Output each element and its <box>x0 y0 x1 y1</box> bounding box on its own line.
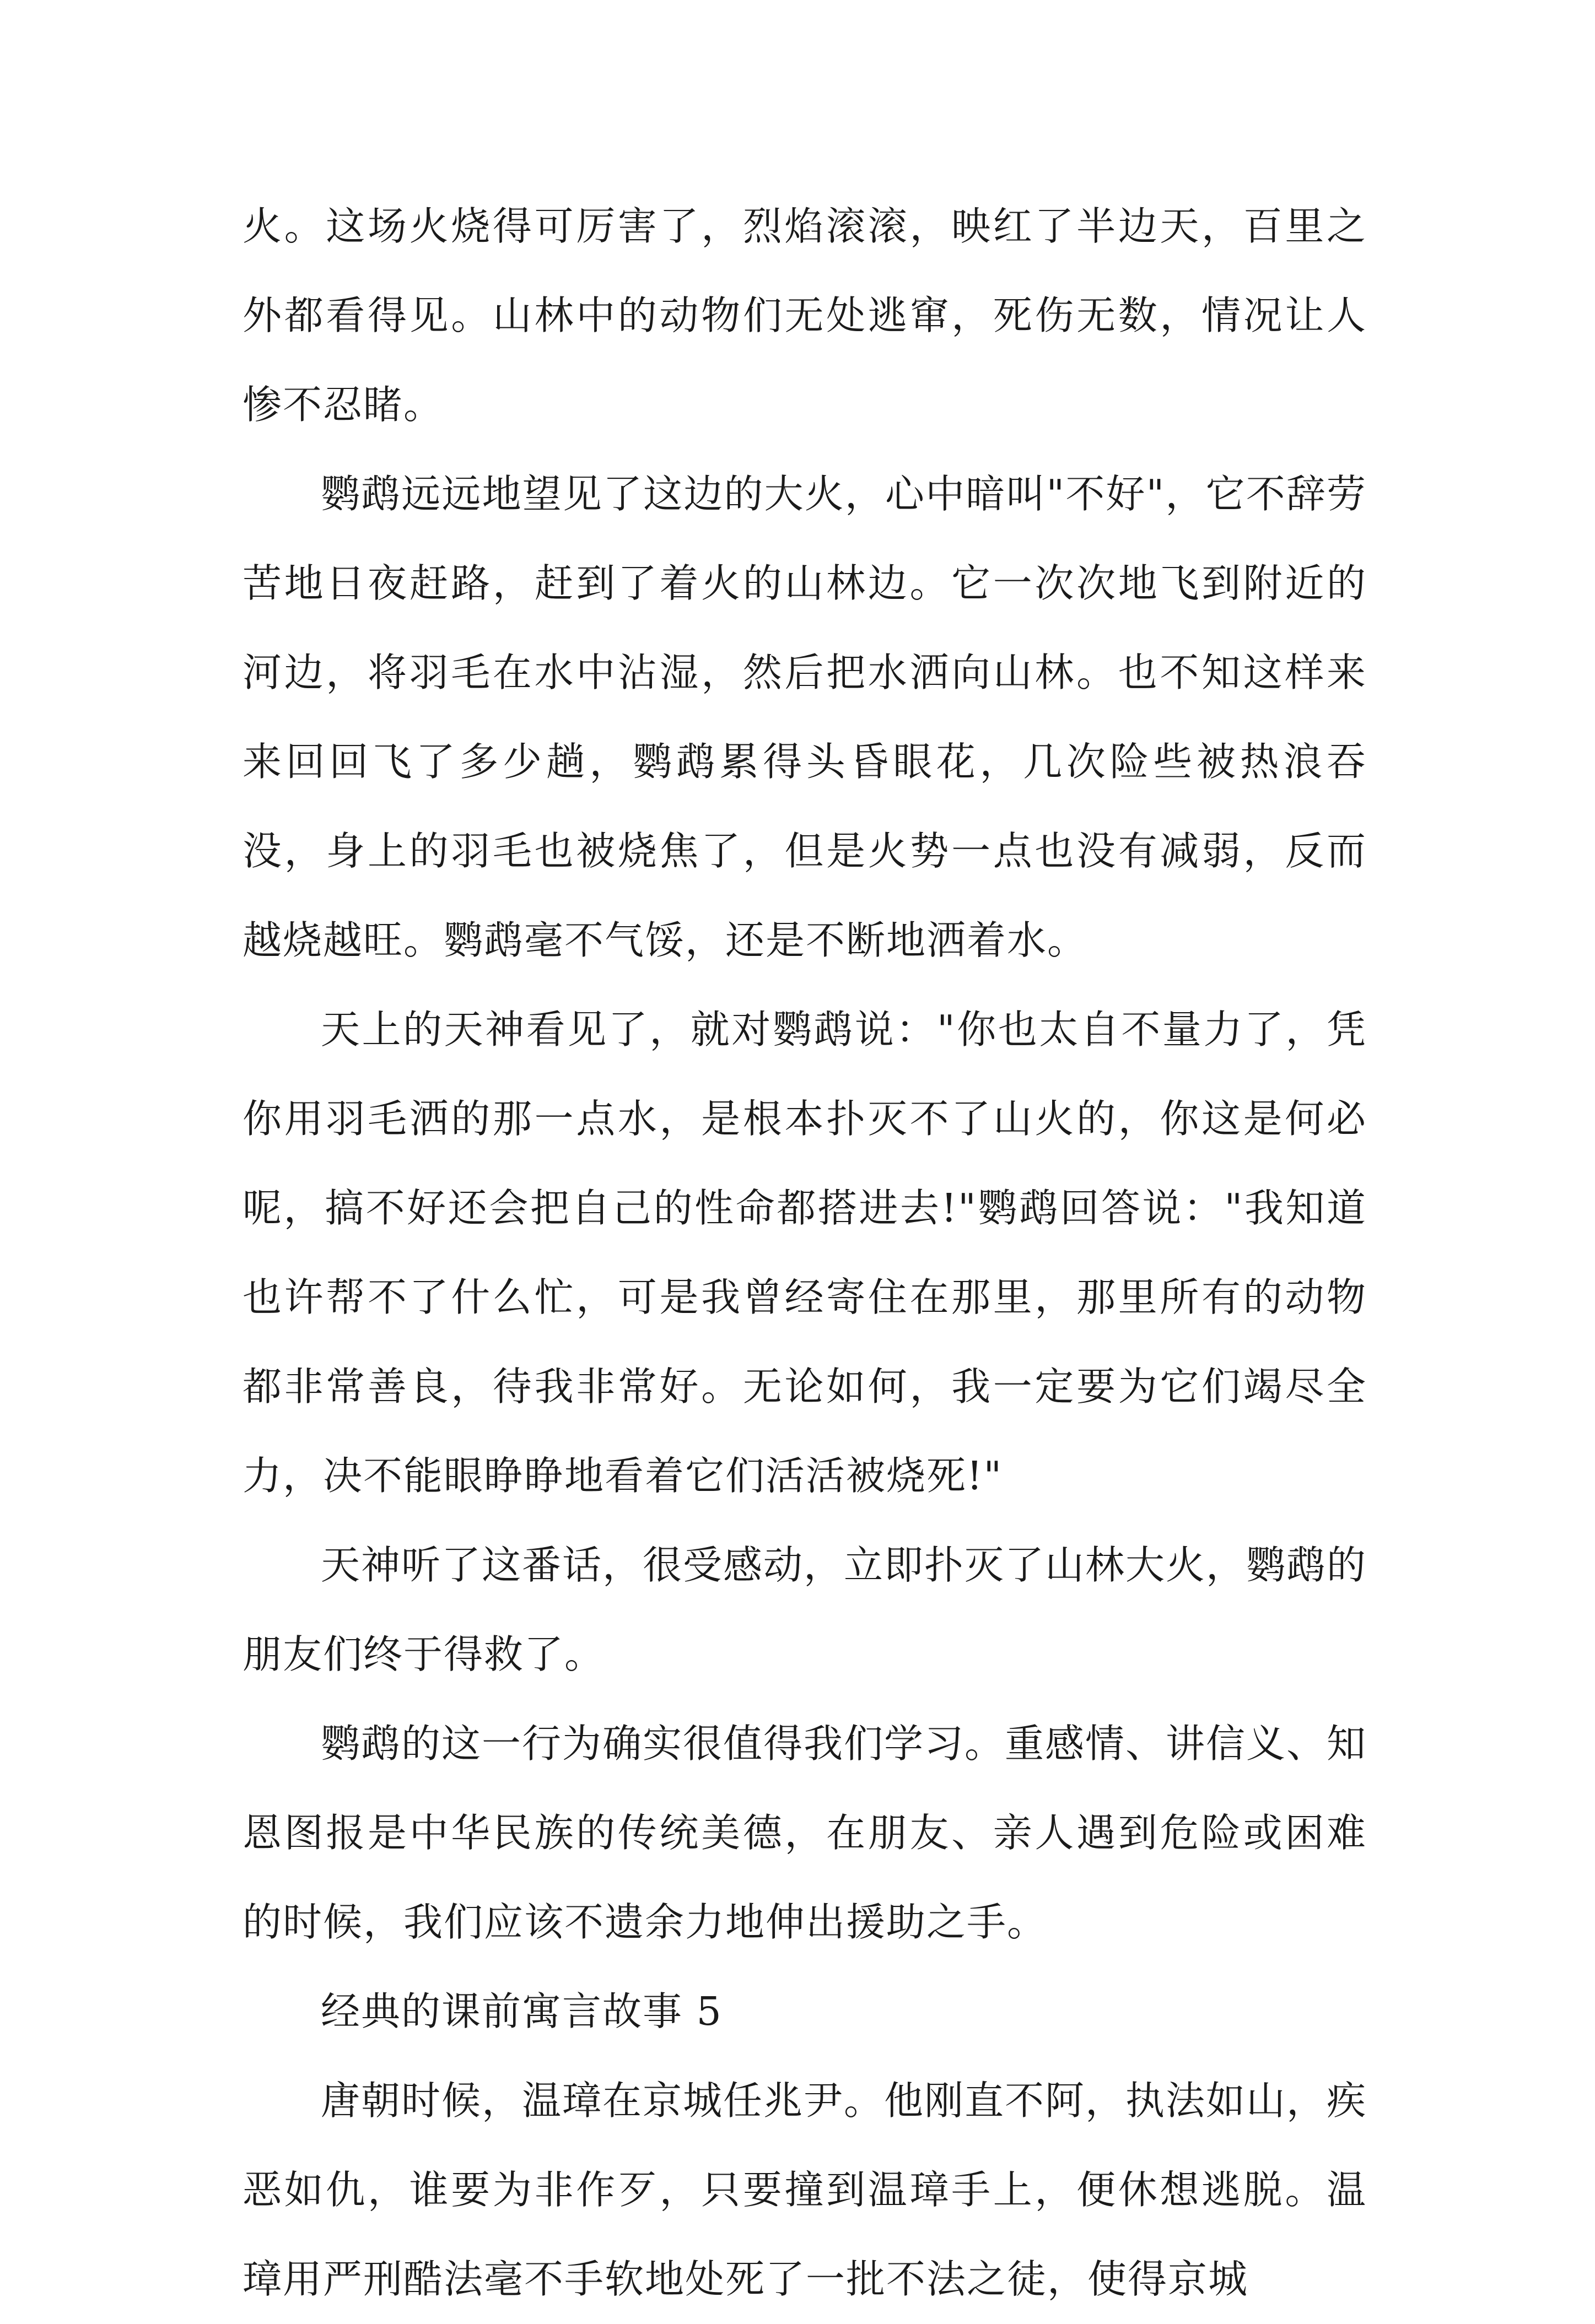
paragraph-parrot-flies: 鹦鹉远远地望见了这边的大火，心中暗叫"不好"，它不辞劳苦地日夜赶路，赶到了着火的山林边。它一次次地飞到附近的河边，将羽毛在水中沾湿，然后把水洒向山林。也不知这样来来回回飞了多少趟，鹦鹉累得头昏眼花，几次险些被热浪吞没，身上的羽毛也被烧焦了，但是火势一点也没有减弱，反而越烧越旺。鹦鹉毫不气馁，还是不断地洒着水。 <box>243 471 1367 963</box>
paragraph-continued: 火。这场火烧得可厉害了，烈焰滚滚，映红了半边天，百里之外都看得见。山林中的动物们无处逃窜，死伤无数，情况让人惨不忍睹。 <box>243 203 1367 428</box>
paragraph-moral: 鹦鹉的这一行为确实很值得我们学习。重感情、讲信义、知恩图报是中华民族的传统美德，在朋友、亲人遇到危险或困难的时候，我们应该不遗余力地伸出援助之手。 <box>243 1721 1367 1945</box>
paragraph-wen-zhang: 唐朝时候，温璋在京城任兆尹。他刚直不阿，执法如山，疾恶如仇，谁要为非作歹，只要撞到温璋手上，便休想逃脱。温璋用严刑酷法毫不手软地处死了一批不法之徒，使得京城 <box>243 2078 1367 2302</box>
section-heading: 经典的课前寓言故事 5 <box>321 1988 723 2034</box>
paragraph-fire-extinguished: 天神听了这番话，很受感动，立即扑灭了山林大火，鹦鹉的朋友们终于得救了。 <box>243 1542 1367 1677</box>
paragraph-god-speaks: 天上的天神看见了，就对鹦鹉说："你也太自不量力了，凭你用羽毛洒的那一点水，是根本扑灭不了山火的，你这是何必呢，搞不好还会把自己的性命都搭进去!"鹦鹉回答说："我知道也许帮不了什么忙，可是我曾经寄住在那里，那里所有的动物都非常善良，待我非常好。无论如何，我一定要为它们竭尽全力，决不能眼睁睁地看着它们活活被烧死!" <box>243 1007 1367 1499</box>
body-text <box>243 182 1367 2324</box>
